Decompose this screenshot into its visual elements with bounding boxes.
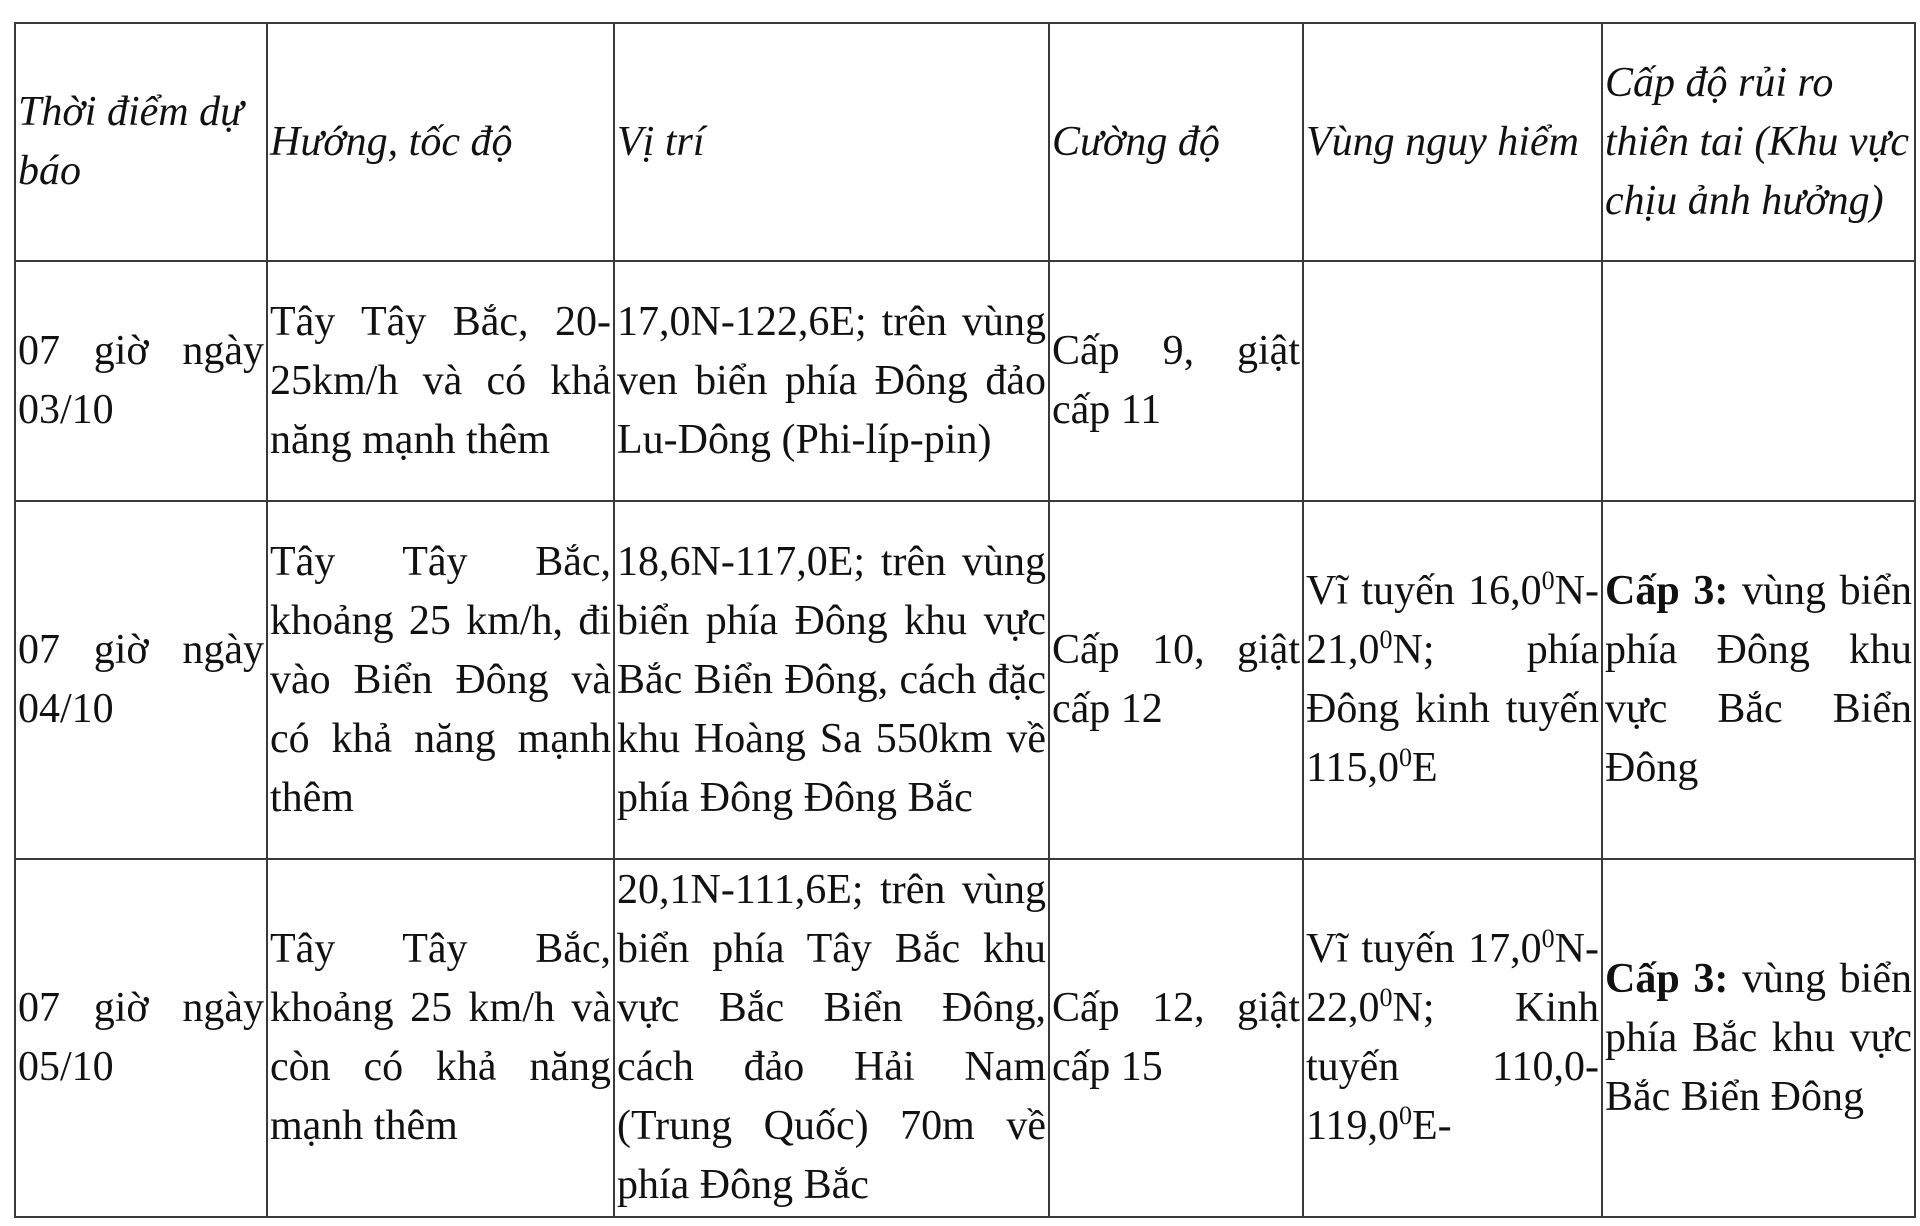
header-direction-speed: Hướng, tốc độ <box>267 23 614 261</box>
cell-risk-level <box>1602 859 1915 1217</box>
degree-superscript: 0 <box>1379 983 1393 1012</box>
cell-direction-speed: Tây Tây Bắc, khoảng 25 km/h và còn có khả năng mạnh thêm <box>267 859 614 1217</box>
risk-level-label: Cấp 3: <box>1605 955 1729 1002</box>
cell-direction-speed: Tây Tây Bắc, 20-25km/h và có khả năng mạnh thêm <box>267 261 614 501</box>
cell-forecast-time: 07 giờ ngày 03/10 <box>15 261 267 501</box>
header-position: Vị trí <box>614 23 1049 261</box>
cell-risk-level <box>1602 261 1915 501</box>
table-row <box>15 501 1915 859</box>
risk-area-text: vùng biển phía Bắc khu vực Bắc Biển Đông <box>1605 955 1912 1120</box>
danger-zone-text: Vĩ tuyến 16,0 <box>1306 568 1542 614</box>
cell-intensity: Cấp 10, giật cấp 12 <box>1049 501 1303 859</box>
table-row <box>15 261 1915 501</box>
forecast-table <box>14 22 1916 1218</box>
degree-superscript: 0 <box>1541 924 1555 953</box>
degree-superscript: 0 <box>1541 566 1555 595</box>
degree-superscript: 0 <box>1398 743 1412 772</box>
cell-danger-zone <box>1303 859 1602 1217</box>
cell-intensity: Cấp 9, giật cấp 11 <box>1049 261 1303 501</box>
header-intensity: Cường độ <box>1049 23 1303 261</box>
cell-danger-zone <box>1303 261 1602 501</box>
cell-intensity: Cấp 12, giật cấp 15 <box>1049 859 1303 1217</box>
cell-position: 20,1N-111,6E; trên vùng biển phía Tây Bắc khu vực Bắc Biển Đông, cách đảo Hải Nam (Trung Quốc) 70m về phía Đông Bắc <box>614 859 1049 1217</box>
cell-position: 17,0N-122,6E; trên vùng ven biển phía Đông đảo Lu-Dông (Phi-líp-pin) <box>614 261 1049 501</box>
danger-zone-text: N-22,0 <box>1306 926 1599 1031</box>
danger-zone-text: Vĩ tuyến 17,0 <box>1306 926 1542 972</box>
danger-zone-text: N; Kinh tuyến 110,0- 119,0 <box>1306 985 1599 1149</box>
cell-forecast-time: 07 giờ ngày 04/10 <box>15 501 267 859</box>
degree-superscript: 0 <box>1398 1101 1412 1130</box>
cell-direction-speed: Tây Tây Bắc, khoảng 25 km/h, đi vào Biển Đông và có khả năng mạnh thêm <box>267 501 614 859</box>
header-forecast-time: Thời điểm dự báo <box>15 23 267 261</box>
risk-level-label: Cấp 3: <box>1605 568 1729 614</box>
danger-zone-text: N-21,0 <box>1306 568 1599 673</box>
cell-position: 18,6N-117,0E; trên vùng biển phía Đông khu vực Bắc Biển Đông, cách đặc khu Hoàng Sa 550km về phía Đông Đông Bắc <box>614 501 1049 859</box>
header-risk-level: Cấp độ rủi ro thiên tai (Khu vực chịu ảnh hưởng) <box>1602 23 1915 261</box>
cell-risk-level <box>1602 501 1915 859</box>
table-row <box>15 859 1915 1217</box>
table-header-row <box>15 23 1915 261</box>
header-danger-zone: Vùng nguy hiểm <box>1303 23 1602 261</box>
danger-zone-text: E- <box>1411 1103 1452 1149</box>
danger-zone-text: E <box>1411 745 1438 791</box>
cell-forecast-time: 07 giờ ngày 05/10 <box>15 859 267 1217</box>
danger-zone-text: N; phía Đông kinh tuyến 115,0 <box>1306 627 1599 791</box>
risk-area-text: vùng biển phía Đông khu vực Bắc Biển Đông <box>1605 568 1912 791</box>
cell-danger-zone <box>1303 501 1602 859</box>
degree-superscript: 0 <box>1379 625 1393 654</box>
